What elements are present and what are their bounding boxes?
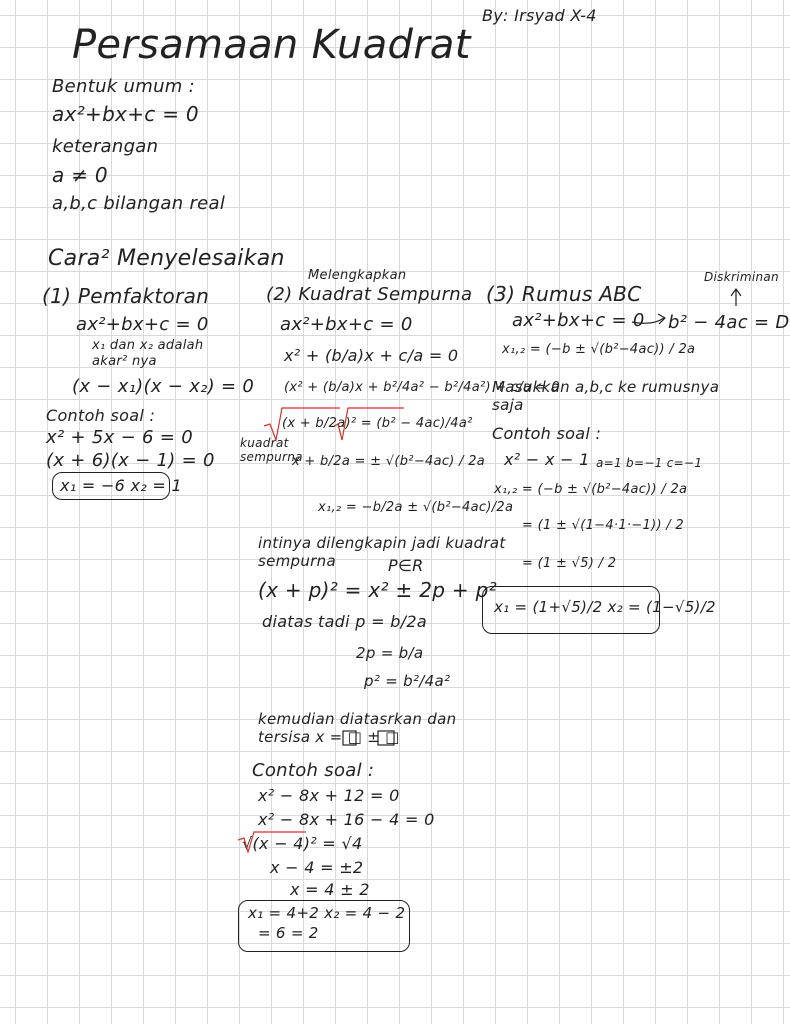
page-title: Persamaan Kuadrat	[72, 22, 471, 68]
method3-x12: x₁,₂ = (−b ± √(b²−4ac)) / 2a	[502, 342, 696, 357]
method1-heading: (1) Pemfaktoran	[42, 284, 210, 308]
p-squared-line: p² = b²/4a²	[364, 672, 451, 690]
kemudian-line1: kemudian diatasrkan dan	[258, 710, 457, 728]
intinya-line1: intinya dilengkapin jadi kuadrat	[258, 534, 506, 552]
method3-heading: (3) Rumus ABC	[486, 282, 642, 306]
general-formula: ax²+bx+c = 0	[52, 102, 199, 126]
keterangan-label: keterangan	[52, 136, 159, 157]
method3-step2: = (1 ± √(1−4·1·−1)) / 2	[522, 518, 684, 533]
method2-ex4: x − 4 = ±2	[270, 858, 364, 877]
method1-answer: x₁ = −6 x₂ = 1	[60, 476, 182, 495]
kemudian-line2: tersisa x = □ ± □	[258, 728, 400, 746]
square-box-1	[343, 731, 356, 745]
method2-ex5: x = 4 ± 2	[290, 880, 370, 899]
method1-example-eq: x² + 5x − 6 = 0	[46, 427, 193, 448]
method3-answer: x₁ = (1+√5)/2 x₂ = (1−√5)/2	[494, 598, 716, 616]
red-root-mark-1	[264, 408, 340, 440]
method2-top-note: Melengkapkan	[308, 268, 407, 283]
method2-side-note2: sempurna	[240, 450, 303, 464]
two-p-line: 2p = b/a	[356, 644, 424, 662]
intinya-line2: sempurna	[258, 552, 336, 570]
method2-side-note1: kuadrat	[240, 436, 289, 450]
condition-real: a,b,c bilangan real	[52, 193, 226, 214]
method1-factored: (x − x₁)(x − x₂) = 0	[72, 376, 255, 397]
method2-line1: ax²+bx+c = 0	[280, 314, 413, 335]
methods-heading: Cara² Menyelesaikan	[48, 246, 285, 271]
p-in-r: P∈R	[388, 556, 424, 575]
diatas-line: diatas tadi p = b/2a	[262, 612, 427, 631]
method3-example-eq: x² − x − 1	[504, 450, 590, 469]
discriminant: b² − 4ac = D	[668, 312, 790, 333]
method1-formula: ax²+bx+c = 0	[76, 314, 209, 335]
method1-contoh-label: Contoh soal :	[46, 406, 156, 425]
method2-line2: x² + (b/a)x + c/a = 0	[284, 346, 459, 365]
method3-step3: = (1 ± √5) / 2	[522, 556, 617, 571]
arrow-to-discriminant-icon	[632, 318, 664, 323]
method3-example-values: a=1 b=−1 c=−1	[596, 456, 703, 470]
method2-line4: (x + b/2a)² = (b² − 4ac)/4a²	[282, 416, 473, 431]
masukkan-line1: Masukkan a,b,c ke rumusnya	[492, 378, 720, 396]
method3-step1: x₁,₂ = (−b ± √(b²−4ac)) / 2a	[494, 482, 688, 497]
method3-contoh-label: Contoh soal :	[492, 424, 602, 443]
method2-line3: (x² + (b/a)x + b²/4a² − b²/4a²) + c/a = 0	[284, 380, 560, 395]
method2-heading: (2) Kuadrat Sempurna	[266, 284, 473, 305]
condition-a: a ≠ 0	[52, 163, 108, 187]
method2-line5: x + b/2a = ± √(b²−4ac) / 2a	[292, 454, 486, 469]
p-identity: (x + p)² = x² ± 2p + p²	[258, 578, 497, 602]
square-box-2	[378, 731, 394, 745]
method3-formula: ax²+bx+c = 0	[512, 310, 645, 331]
method1-note1: x₁ dan x₂ adalah	[92, 338, 204, 353]
method2-ex2: x² − 8x + 16 − 4 = 0	[258, 810, 435, 829]
diskriminan-label: Diskriminan	[704, 270, 779, 284]
method1-note2: akar² nya	[92, 354, 157, 369]
author-note: By: Irsyad X-4	[482, 6, 597, 25]
masukkan-line2: saja	[492, 396, 524, 414]
arrow-up-icon	[731, 289, 741, 306]
method2-ex3: √(x − 4)² = √4	[242, 834, 363, 853]
method2-answer-row1: x₁ = 4+2 x₂ = 4 − 2	[248, 904, 406, 922]
method2-contoh-label: Contoh soal :	[252, 760, 375, 781]
red-root-mark-3	[238, 832, 306, 852]
method2-ex1: x² − 8x + 12 = 0	[258, 786, 400, 805]
red-root-mark-2	[334, 408, 404, 440]
method2-line6: x₁,₂ = −b/2a ± √(b²−4ac)/2a	[318, 500, 514, 515]
method1-example-factored: (x + 6)(x − 1) = 0	[46, 450, 215, 471]
bentuk-label: Bentuk umum :	[52, 76, 196, 97]
method2-answer-row2: = 6 = 2	[258, 924, 319, 942]
